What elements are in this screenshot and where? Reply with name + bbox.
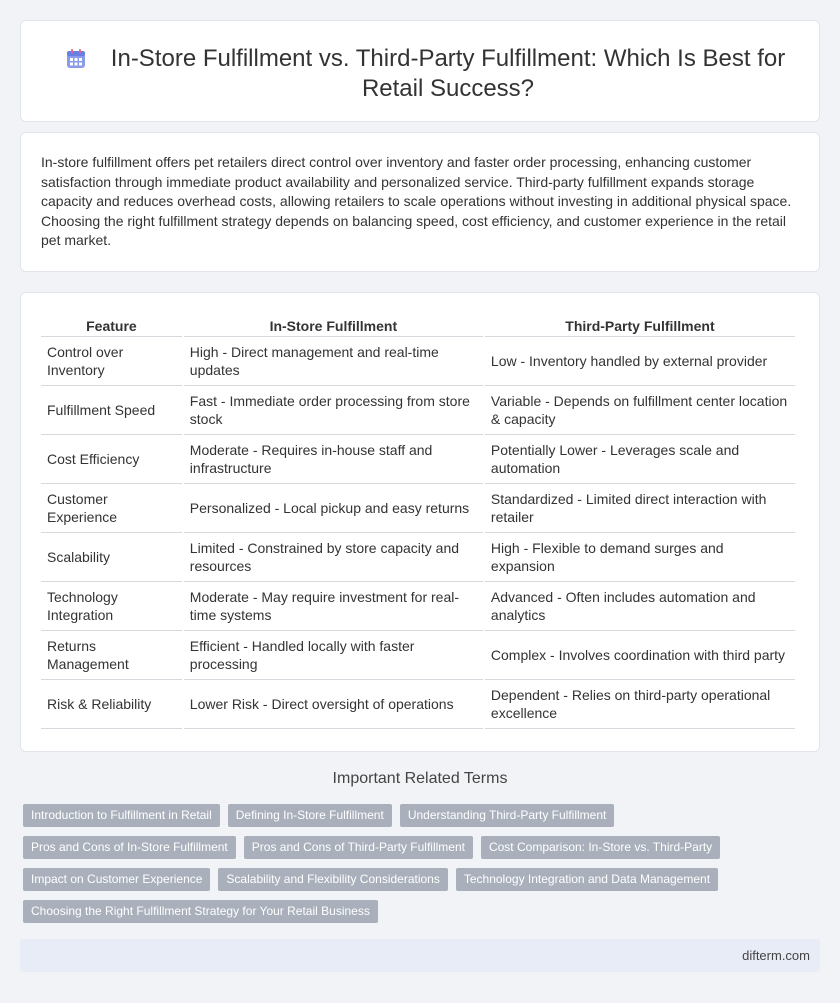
- header-card: [20, 20, 820, 122]
- feature-cell: Risk & Reliability: [41, 680, 182, 729]
- comparison-table: [39, 313, 797, 729]
- intro-card: [20, 132, 820, 272]
- in-store-cell: Fast - Immediate order processing from store stock: [184, 386, 483, 435]
- related-term-tag[interactable]: Defining In-Store Fulfillment: [228, 804, 392, 827]
- feature-cell: Fulfillment Speed: [41, 386, 182, 435]
- footer-brand-link[interactable]: difterm.com: [742, 948, 810, 963]
- third-party-cell: Standardized - Limited direct interaction with retailer: [485, 484, 795, 533]
- table-row: [41, 484, 795, 533]
- feature-cell: Technology Integration: [41, 582, 182, 631]
- third-party-cell: Dependent - Relies on third-party operational excellence: [485, 680, 795, 729]
- related-terms-tags: [23, 804, 823, 923]
- in-store-cell: Efficient - Handled locally with faster processing: [184, 631, 483, 680]
- table-header-row: [41, 313, 795, 337]
- related-term-tag[interactable]: Impact on Customer Experience: [23, 868, 210, 891]
- feature-cell: Customer Experience: [41, 484, 182, 533]
- related-terms-heading: Important Related Terms: [332, 770, 508, 787]
- comparison-table-card: [20, 292, 820, 752]
- column-header-feature: Feature: [41, 313, 182, 337]
- table-row: [41, 386, 795, 435]
- table-row: [41, 680, 795, 729]
- feature-cell: Control over Inventory: [41, 337, 182, 386]
- page-title: In-Store Fulfillment vs. Third-Party Fulfillment: Which Is Best for Retail Success?: [110, 45, 786, 102]
- related-term-tag[interactable]: Technology Integration and Data Management: [456, 868, 718, 891]
- related-term-tag[interactable]: Introduction to Fulfillment in Retail: [23, 804, 220, 827]
- in-store-cell: High - Direct management and real-time updates: [184, 337, 483, 386]
- related-term-tag[interactable]: Pros and Cons of In-Store Fulfillment: [23, 836, 236, 859]
- in-store-cell: Personalized - Local pickup and easy returns: [184, 484, 483, 533]
- related-term-tag[interactable]: Cost Comparison: In-Store vs. Third-Party: [481, 836, 720, 859]
- table-row: [41, 533, 795, 582]
- in-store-cell: Moderate - May require investment for real-time systems: [184, 582, 483, 631]
- related-term-tag[interactable]: Understanding Third-Party Fulfillment: [400, 804, 615, 827]
- in-store-cell: Lower Risk - Direct oversight of operations: [184, 680, 483, 729]
- in-store-cell: Limited - Constrained by store capacity and resources: [184, 533, 483, 582]
- feature-cell: Returns Management: [41, 631, 182, 680]
- table-row: [41, 631, 795, 680]
- feature-cell: Cost Efficiency: [41, 435, 182, 484]
- column-header-in-store: In-Store Fulfillment: [184, 313, 483, 337]
- related-term-tag[interactable]: Choosing the Right Fulfillment Strategy for Your Retail Business: [23, 900, 378, 923]
- third-party-cell: Low - Inventory handled by external provider: [485, 337, 795, 386]
- third-party-cell: Advanced - Often includes automation and analytics: [485, 582, 795, 631]
- related-term-tag[interactable]: Scalability and Flexibility Considerations: [218, 868, 447, 891]
- table-row: [41, 582, 795, 631]
- table-row: [41, 435, 795, 484]
- third-party-cell: Complex - Involves coordination with third party: [485, 631, 795, 680]
- column-header-third-party: Third-Party Fulfillment: [485, 313, 795, 337]
- table-row: [41, 337, 795, 386]
- feature-cell: Scalability: [41, 533, 182, 582]
- in-store-cell: Moderate - Requires in-house staff and infrastructure: [184, 435, 483, 484]
- footer-bar: [20, 939, 820, 972]
- third-party-cell: Potentially Lower - Leverages scale and automation: [485, 435, 795, 484]
- third-party-cell: High - Flexible to demand surges and expansion: [485, 533, 795, 582]
- related-term-tag[interactable]: Pros and Cons of Third-Party Fulfillment: [244, 836, 473, 859]
- intro-paragraph: In-store fulfillment offers pet retailers direct control over inventory and faster order processing, enhancing customer satisfaction through immediate product availability and personalized service. Third-party fulfillment expands storage capacity and reduces overhead costs, allowing retailers to scale operations without investing in additional physical space. Choosing the right fulfillment strategy depends on balancing speed, cost efficiency, and customer experience in the retail pet market.: [41, 154, 792, 248]
- third-party-cell: Variable - Depends on fulfillment center location & capacity: [485, 386, 795, 435]
